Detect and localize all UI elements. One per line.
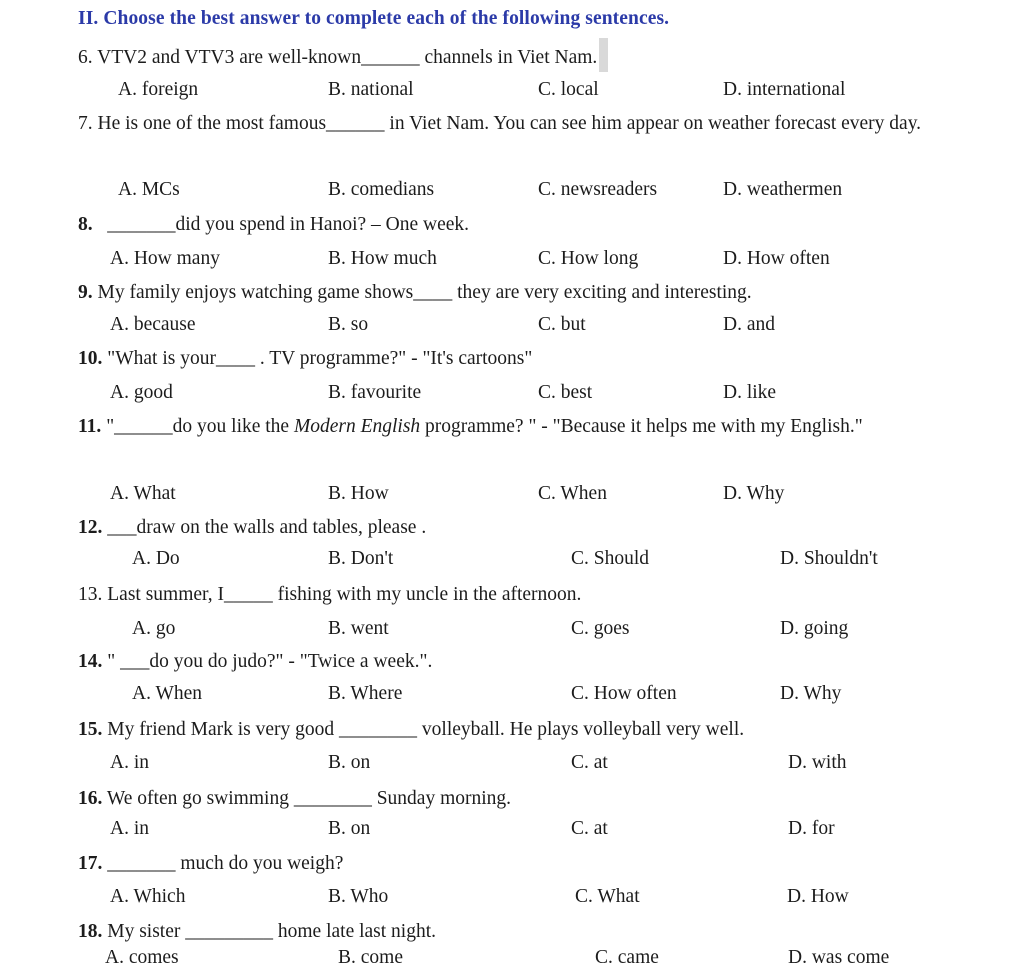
question-text: VTV2 and VTV3 are well-known______ channels in Viet Nam.: [97, 47, 598, 68]
option-d[interactable]: D. international: [723, 79, 846, 100]
option-c[interactable]: C. How long: [538, 248, 639, 269]
question-number: 18.: [78, 921, 103, 942]
option-d[interactable]: D. How often: [723, 248, 830, 269]
option-b[interactable]: B. comedians: [328, 179, 435, 200]
question-11: [78, 410, 996, 444]
option-b[interactable]: B. on: [328, 752, 371, 773]
option-a[interactable]: A. good: [110, 382, 173, 403]
question-12: [78, 511, 996, 545]
option-a[interactable]: A. in: [110, 752, 149, 773]
question-text: We often go swimming ________ Sunday morning.: [106, 788, 512, 809]
question-number: 17.: [78, 853, 103, 874]
option-c[interactable]: C. goes: [571, 618, 630, 639]
question-number: 9.: [78, 282, 93, 303]
option-c[interactable]: C. but: [538, 314, 586, 335]
option-d[interactable]: D. going: [780, 618, 849, 639]
option-d[interactable]: D. Why: [780, 683, 842, 704]
option-c[interactable]: C. best: [538, 382, 593, 403]
option-d[interactable]: D. Why: [723, 483, 785, 504]
question-text: My friend Mark is very good ________ volleyball. He plays volleyball very well.: [107, 719, 745, 740]
option-c[interactable]: C. at: [571, 818, 608, 839]
question-number: 7.: [78, 113, 93, 134]
option-b[interactable]: B. so: [328, 314, 369, 335]
option-b[interactable]: B. Where: [328, 683, 403, 704]
question-number: 10.: [78, 348, 103, 369]
question-9: [78, 276, 996, 310]
option-d[interactable]: D. with: [788, 752, 847, 773]
option-c[interactable]: C. What: [575, 886, 640, 907]
question-text: My sister _________ home late last night.: [107, 921, 437, 942]
question-number: 16.: [78, 788, 103, 809]
option-b[interactable]: B. How much: [328, 248, 437, 269]
option-c[interactable]: C. How often: [571, 683, 677, 704]
option-c[interactable]: C. came: [595, 947, 659, 968]
question-7: [78, 107, 996, 141]
question-number: 13.: [78, 584, 103, 605]
option-d[interactable]: D. for: [788, 818, 835, 839]
question-13: [78, 578, 996, 612]
option-b[interactable]: B. favourite: [328, 382, 422, 403]
question-number: 14.: [78, 651, 103, 672]
option-c[interactable]: C. When: [538, 483, 607, 504]
question-6: [78, 38, 996, 75]
option-d[interactable]: D. and: [723, 314, 775, 335]
option-d[interactable]: D. How: [787, 886, 849, 907]
question-number: 15.: [78, 719, 103, 740]
option-b[interactable]: B. How: [328, 483, 389, 504]
question-14: [78, 645, 996, 679]
option-b[interactable]: B. Who: [328, 886, 389, 907]
option-b[interactable]: B. come: [338, 947, 403, 968]
question-text: _______did you spend in Hanoi? – One week.: [107, 214, 470, 235]
option-c[interactable]: C. local: [538, 79, 599, 100]
option-c[interactable]: C. newsreaders: [538, 179, 658, 200]
question-text: ___draw on the walls and tables, please .: [107, 517, 427, 538]
question-text: "______do you like the: [106, 416, 294, 437]
option-a[interactable]: A. go: [132, 618, 176, 639]
option-d[interactable]: D. Shouldn't: [780, 548, 878, 569]
section-heading: II. Choose the best answer to complete each of the following sentences.: [78, 8, 670, 29]
option-a[interactable]: A. foreign: [118, 79, 199, 100]
question-17: [78, 847, 996, 881]
question-15: [78, 713, 996, 747]
question-text-continued: programme? " - "Because it helps me with my English.": [420, 416, 863, 437]
option-d[interactable]: D. weathermen: [723, 179, 843, 200]
option-a[interactable]: A. Which: [110, 886, 186, 907]
option-a[interactable]: A. MCs: [118, 179, 180, 200]
question-text: Last summer, I_____ fishing with my uncle in the afternoon.: [107, 584, 582, 605]
question-text: "What is your____ . TV programme?" - "It's cartoons": [107, 348, 533, 369]
option-b[interactable]: B. went: [328, 618, 389, 639]
option-d[interactable]: D. like: [723, 382, 777, 403]
question-number: 12.: [78, 517, 103, 538]
option-b[interactable]: B. on: [328, 818, 371, 839]
option-a[interactable]: A. How many: [110, 248, 220, 269]
question-text: He is one of the most famous______ in Viet Nam. You can see him appear on weather forecast every day.: [97, 113, 922, 134]
option-a[interactable]: A. Do: [132, 548, 180, 569]
option-a[interactable]: A. because: [110, 314, 196, 335]
question-text: " ___do you do judo?" - "Twice a week.".: [107, 651, 433, 672]
option-c[interactable]: C. at: [571, 752, 608, 773]
option-a[interactable]: A. comes: [105, 947, 179, 968]
option-a[interactable]: A. What: [110, 483, 176, 504]
text-cursor-highlight: [599, 38, 608, 72]
option-d[interactable]: D. was come: [788, 947, 890, 968]
programme-title: Modern English: [293, 416, 421, 437]
question-number: 6.: [78, 47, 93, 68]
question-8: [78, 208, 996, 242]
option-a[interactable]: A. When: [132, 683, 203, 704]
option-a[interactable]: A. in: [110, 818, 149, 839]
question-number: 11.: [78, 416, 102, 437]
question-text: My family enjoys watching game shows____ they are very exciting and interesting.: [97, 282, 752, 303]
option-b[interactable]: B. national: [328, 79, 414, 100]
option-c[interactable]: C. Should: [571, 548, 650, 569]
question-text: _______ much do you weigh?: [107, 853, 344, 874]
question-10: [78, 342, 996, 376]
option-b[interactable]: B. Don't: [328, 548, 394, 569]
question-16: [78, 782, 996, 816]
question-number: 8.: [78, 214, 93, 235]
